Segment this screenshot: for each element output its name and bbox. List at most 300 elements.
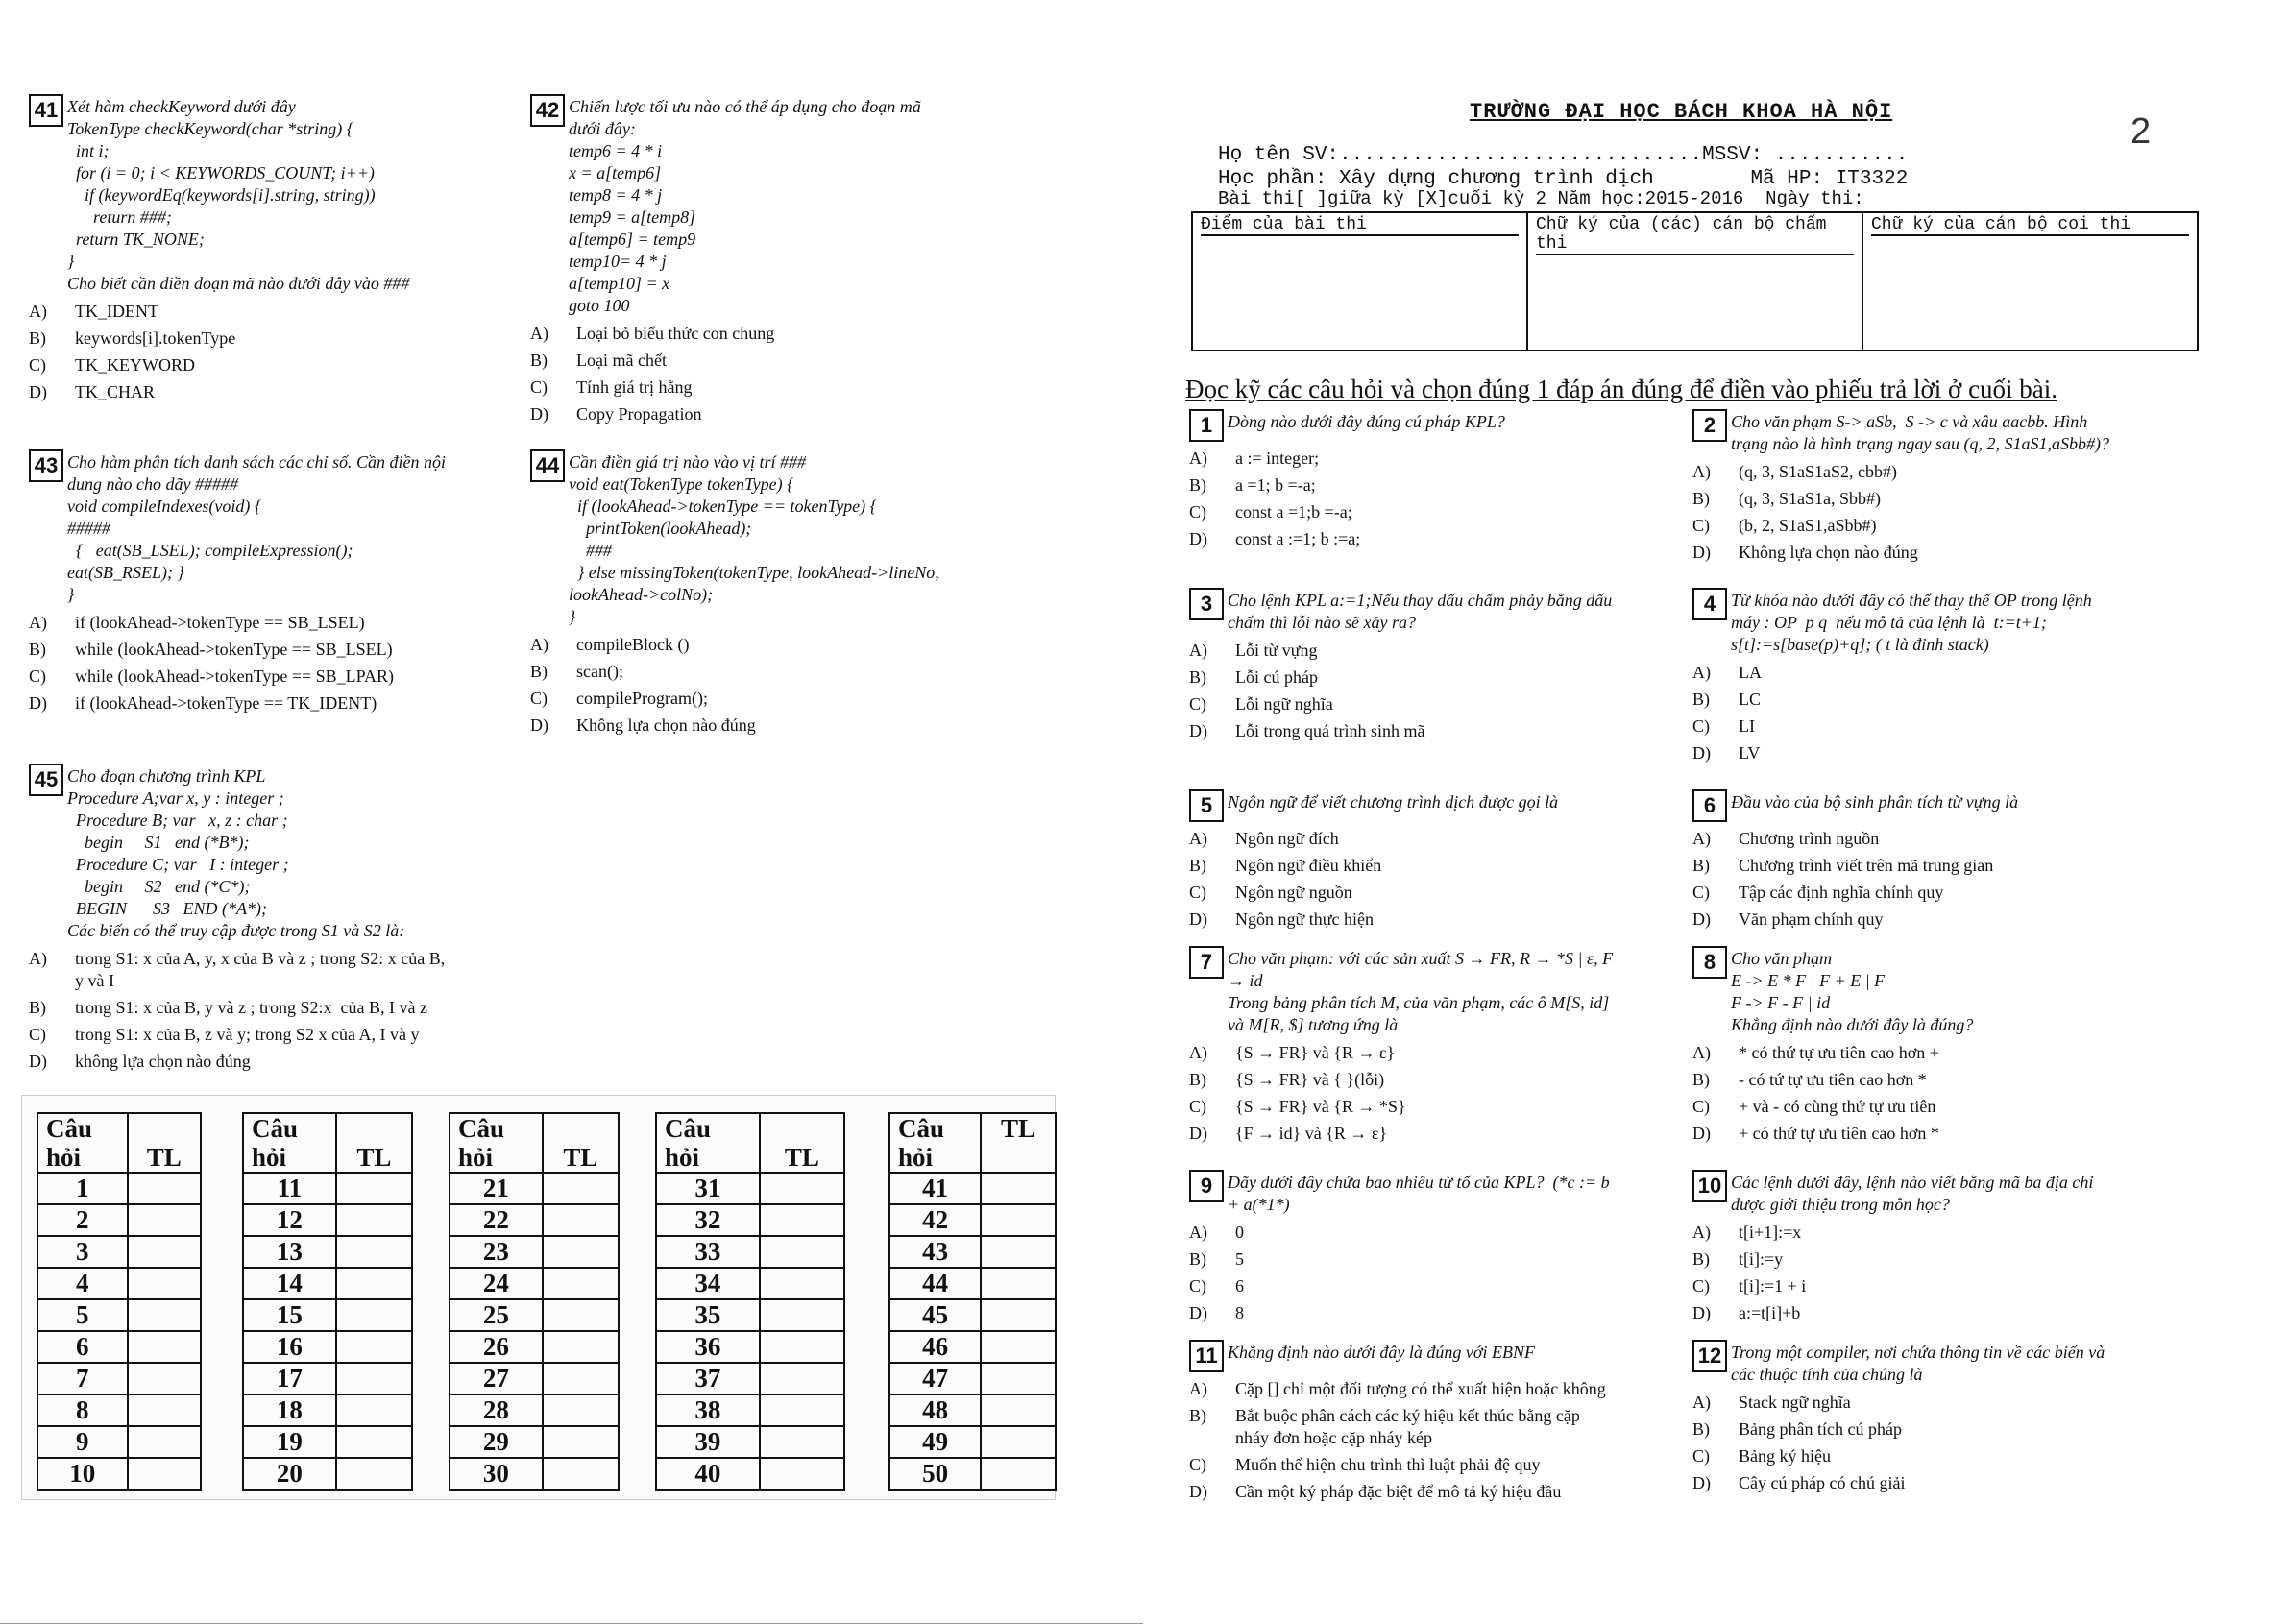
option-text: t[i+1]:=x: [1739, 1223, 1802, 1242]
answer-question-number: 50: [889, 1458, 981, 1490]
option-text: Lỗi ngữ nghĩa: [1235, 694, 1333, 714]
question-number: 10: [1692, 1170, 1727, 1202]
answer-cell[interactable]: [981, 1394, 1056, 1426]
answer-question-number: 16: [243, 1331, 336, 1363]
option-c: [1189, 1096, 1669, 1118]
answer-question-number: 2: [37, 1204, 128, 1236]
answer-row: [37, 1173, 201, 1204]
option-list: [1692, 662, 2192, 764]
question-header: [1692, 789, 2192, 822]
answer-row: [243, 1204, 412, 1236]
option-letter: A): [1692, 1393, 1711, 1412]
proctor-signature-cell: Chữ ký của cán bộ coi thi: [1863, 213, 2197, 350]
answer-cell[interactable]: [981, 1426, 1056, 1458]
answer-cell[interactable]: [981, 1173, 1056, 1204]
answer-cell[interactable]: [128, 1331, 202, 1363]
option-text: Ngôn ngữ nguồn: [1235, 883, 1352, 902]
option-letter: B): [530, 662, 548, 681]
answer-row: [889, 1363, 1056, 1394]
option-text: + có thứ tự ưu tiên cao hơn *: [1739, 1124, 1939, 1143]
question-10: [1692, 1170, 2192, 1324]
option-letter: A): [530, 324, 548, 343]
answer-cell[interactable]: [336, 1268, 412, 1299]
question-number: 41: [29, 94, 63, 127]
option-letter: C): [1692, 883, 1710, 902]
option-d: [29, 381, 528, 403]
question-stem: Khẳng định nào dưới đây là đúng với EBNF: [1228, 1343, 1536, 1362]
header-hoi: hỏi: [898, 1143, 934, 1172]
option-text: scan();: [576, 662, 623, 681]
option-letter: D): [1189, 529, 1207, 548]
answer-row: [656, 1363, 844, 1394]
question-header: [530, 449, 1010, 628]
answer-row: [243, 1331, 412, 1363]
answer-cell[interactable]: [128, 1363, 202, 1394]
answer-question-number: 1: [37, 1173, 128, 1204]
option-d: [530, 403, 1010, 425]
option-b: [29, 639, 509, 661]
question-column-header: [656, 1113, 760, 1173]
option-text: Tập các định nghĩa chính quy: [1739, 883, 1944, 902]
question-stem: Dãy dưới đây chứa bao nhiêu từ tố của KPL? (*c := b + a(*1*): [1228, 1173, 1610, 1214]
answer-row: [243, 1426, 412, 1458]
question-number: 44: [530, 449, 565, 482]
option-d: [1189, 528, 1669, 550]
answer-cell[interactable]: [128, 1204, 202, 1236]
answer-row: [450, 1458, 619, 1490]
answer-question-number: 27: [450, 1363, 543, 1394]
option-a: [1692, 828, 2192, 850]
answer-cell[interactable]: [128, 1236, 202, 1268]
option-list: [1189, 1222, 1669, 1324]
option-d: [530, 715, 1010, 737]
answer-cell[interactable]: [336, 1458, 412, 1490]
answer-cell[interactable]: [760, 1331, 844, 1363]
answer-cell[interactable]: [981, 1236, 1056, 1268]
option-letter: A): [1189, 1223, 1207, 1242]
option-letter: C): [530, 377, 548, 397]
student-info-line: Họ tên SV:..............................MSSV: ...........: [1218, 144, 1909, 166]
question-6: [1692, 789, 2192, 931]
option-letter: D): [1189, 909, 1207, 929]
answer-cell[interactable]: [981, 1299, 1056, 1331]
option-text: Bảng ký hiệu: [1739, 1446, 1831, 1466]
option-text: LI: [1739, 716, 1755, 736]
option-text: 6: [1235, 1276, 1244, 1296]
option-d: [1189, 909, 1669, 931]
option-list: [1189, 640, 1669, 742]
option-text: 0: [1235, 1223, 1244, 1242]
option-text: a =1; b =-a;: [1235, 475, 1316, 495]
answer-row: [656, 1299, 844, 1331]
answer-cell[interactable]: [128, 1299, 202, 1331]
option-d: [1692, 742, 2192, 764]
answer-cell[interactable]: [981, 1268, 1056, 1299]
option-b: [29, 327, 528, 350]
answer-question-number: 42: [889, 1204, 981, 1236]
option-letter: A): [1189, 1043, 1207, 1062]
option-text: const a :=1; b :=a;: [1235, 529, 1361, 548]
question-column-header: [243, 1113, 336, 1173]
question-number: 4: [1692, 588, 1727, 620]
answer-row: [889, 1458, 1056, 1490]
option-letter: A): [29, 302, 47, 321]
option-text: trong S1: x của A, y, x của B và z ; trong S2: x của B, y và I: [75, 949, 446, 990]
option-letter: C): [29, 1025, 46, 1044]
option-letter: B): [1692, 856, 1710, 875]
question-12: [1692, 1340, 2192, 1494]
question-stem: Từ khóa nào dưới đây có thể thay thế OP trong lệnh máy : OP p q nếu mô tả của lệnh là t:=t+1; s[t]:=s[base(p)+q]; ( t là đỉnh stack): [1731, 591, 2092, 654]
answer-cell[interactable]: [336, 1236, 412, 1268]
option-letter: C): [1692, 716, 1710, 736]
answer-question-number: 33: [656, 1236, 760, 1268]
question-stem: Dòng nào dưới đây đúng cú pháp KPL?: [1228, 412, 1505, 431]
option-c: [1692, 1096, 2192, 1118]
option-d: [1692, 1302, 2192, 1324]
option-letter: B): [1189, 856, 1206, 875]
answer-cell[interactable]: [543, 1236, 619, 1268]
option-text: t[i]:=1 + i: [1739, 1276, 1807, 1296]
question-header: [29, 449, 509, 606]
option-text: keywords[i].tokenType: [75, 328, 236, 348]
option-a: [1189, 828, 1669, 850]
option-c: [1692, 882, 2192, 904]
answer-row: [450, 1299, 619, 1331]
answer-row: [656, 1394, 844, 1426]
option-a: [1692, 1222, 2192, 1244]
answer-row: [889, 1173, 1056, 1204]
answer-cell[interactable]: [336, 1204, 412, 1236]
option-a: [29, 301, 528, 323]
question-number: 12: [1692, 1340, 1727, 1372]
option-text: Lỗi cú pháp: [1235, 667, 1318, 687]
option-list: [1692, 461, 2192, 564]
answer-cell[interactable]: [760, 1236, 844, 1268]
answer-table-header: [656, 1113, 844, 1173]
option-text: compileProgram();: [576, 689, 708, 708]
header-cau: Câu: [46, 1114, 93, 1143]
answer-question-number: 22: [450, 1204, 543, 1236]
option-b: [1692, 855, 2192, 877]
question-stem: Xét hàm checkKeyword dưới đây TokenType checkKeyword(char *string) { int i; for (i = 0; i < KEYWORDS_COUNT; i++) if (keywordEq(keywords[i].string, string)) return ###; return TK_NONE; } Cho biết cần điền đoạn mã nào dưới đây vào ###: [67, 97, 410, 293]
answer-cell[interactable]: [543, 1204, 619, 1236]
option-list: [1692, 1222, 2192, 1324]
answer-cell[interactable]: [336, 1331, 412, 1363]
option-b: [1189, 1069, 1669, 1091]
answer-cell[interactable]: [760, 1363, 844, 1394]
answer-cell[interactable]: [760, 1268, 844, 1299]
answer-row: [889, 1268, 1056, 1299]
option-d: [1692, 909, 2192, 931]
answer-table-header: [37, 1113, 201, 1173]
option-text: (q, 3, S1aS1aS2, cbb#): [1739, 462, 1897, 481]
option-letter: C): [1189, 502, 1206, 521]
option-letter: D): [1692, 543, 1711, 562]
question-header: [1189, 409, 1669, 442]
answer-question-number: 40: [656, 1458, 760, 1490]
answer-row: [656, 1204, 844, 1236]
answer-cell[interactable]: [128, 1458, 202, 1490]
answer-question-number: 32: [656, 1204, 760, 1236]
answer-question-number: 9: [37, 1426, 128, 1458]
option-text: Copy Propagation: [576, 404, 702, 424]
option-text: Stack ngữ nghĩa: [1739, 1393, 1851, 1412]
answer-question-number: 47: [889, 1363, 981, 1394]
option-text: 5: [1235, 1249, 1244, 1269]
question-header: [1692, 1340, 2192, 1386]
question-header: [1692, 946, 2192, 1036]
option-b: [1189, 474, 1669, 497]
answer-cell[interactable]: [336, 1173, 412, 1204]
answer-row: [656, 1268, 844, 1299]
option-list: [1189, 448, 1669, 550]
answer-cell[interactable]: [760, 1299, 844, 1331]
answer-question-number: 15: [243, 1299, 336, 1331]
answer-table-1: [37, 1112, 202, 1491]
question-7: [1189, 946, 1669, 1145]
answer-question-number: 49: [889, 1426, 981, 1458]
answer-row: [243, 1236, 412, 1268]
option-letter: D): [29, 693, 47, 713]
answer-cell[interactable]: [128, 1268, 202, 1299]
option-letter: D): [1189, 721, 1207, 740]
option-text: a:=t[i]+b: [1739, 1303, 1801, 1322]
answer-cell[interactable]: [128, 1394, 202, 1426]
question-number: 43: [29, 449, 63, 482]
answer-cell[interactable]: [543, 1299, 619, 1331]
question-41: [29, 94, 528, 403]
option-d: [1189, 1481, 1669, 1503]
answer-cell[interactable]: [128, 1426, 202, 1458]
answer-question-number: 46: [889, 1331, 981, 1363]
answer-row: [450, 1331, 619, 1363]
question-column-header: [450, 1113, 543, 1173]
option-letter: B): [1189, 1249, 1206, 1269]
question-9: [1189, 1170, 1669, 1324]
option-b: [1692, 689, 2192, 711]
answer-cell[interactable]: [760, 1173, 844, 1204]
option-b: [1692, 1248, 2192, 1271]
answer-question-number: 41: [889, 1173, 981, 1204]
answer-row: [889, 1394, 1056, 1426]
answer-question-number: 23: [450, 1236, 543, 1268]
option-a: [1189, 1042, 1669, 1064]
question-44: [530, 449, 1010, 737]
option-letter: B): [29, 328, 46, 348]
question-number: 3: [1189, 588, 1224, 620]
answer-table-5: [888, 1112, 1057, 1491]
option-b: [29, 997, 509, 1019]
option-c: [1692, 715, 2192, 738]
exam-info-line: Bài thi[ ]giữa kỳ [X]cuối kỳ 2 Năm học:2015-2016 Ngày thi:: [1218, 188, 1864, 209]
option-text: a := integer;: [1235, 448, 1320, 468]
option-b: [530, 661, 1010, 683]
answer-cell[interactable]: [336, 1426, 412, 1458]
option-text: Ngôn ngữ đích: [1235, 829, 1339, 848]
option-a: [29, 612, 509, 634]
answer-row: [243, 1363, 412, 1394]
question-stem: Cho văn phạm: với các sản xuất S → FR, R → *S | ε, F → id Trong bảng phân tích M, của văn phạm, các ô M[S, id] và M[R, $] tương ứng là: [1228, 949, 1614, 1034]
answer-cell[interactable]: [981, 1331, 1056, 1363]
answer-cell[interactable]: [336, 1394, 412, 1426]
answer-question-number: 26: [450, 1331, 543, 1363]
option-b: [530, 350, 1010, 372]
answer-row: [37, 1426, 201, 1458]
answer-cell[interactable]: [760, 1394, 844, 1426]
option-text: Ngôn ngữ thực hiện: [1235, 909, 1374, 929]
option-letter: C): [1692, 516, 1710, 535]
answer-cell[interactable]: [336, 1363, 412, 1394]
option-a: [29, 948, 509, 992]
option-letter: D): [1189, 1303, 1207, 1322]
page-number: 2: [2130, 111, 2152, 152]
answer-question-number: 38: [656, 1394, 760, 1426]
answer-table-4: [655, 1112, 845, 1491]
answer-cell[interactable]: [336, 1299, 412, 1331]
answer-cell[interactable]: [543, 1173, 619, 1204]
option-letter: C): [1189, 883, 1206, 902]
answer-cell[interactable]: [981, 1204, 1056, 1236]
answer-question-number: 13: [243, 1236, 336, 1268]
option-c: [29, 354, 528, 376]
question-stem: Cho văn phạm S-> aSb, S -> c và xâu aacbb. Hình trạng nào là hình trạng ngay sau (q, 2, S1aS1,aSbb#)?: [1731, 412, 2109, 453]
option-text: TK_CHAR: [75, 382, 156, 401]
option-text: while (lookAhead->tokenType == SB_LPAR): [75, 667, 394, 686]
question-4: [1692, 588, 2192, 764]
option-c: [530, 376, 1010, 399]
option-a: [1692, 662, 2192, 684]
answer-row: [450, 1268, 619, 1299]
option-text: while (lookAhead->tokenType == SB_LSEL): [75, 640, 393, 659]
option-a: [1189, 1378, 1669, 1400]
option-c: [29, 1024, 509, 1046]
question-number: 11: [1189, 1340, 1224, 1372]
option-c: [1189, 501, 1669, 523]
answer-cell[interactable]: [543, 1458, 619, 1490]
answer-row: [37, 1268, 201, 1299]
answer-question-number: 11: [243, 1173, 336, 1204]
option-letter: C): [1692, 1276, 1710, 1296]
answer-question-number: 5: [37, 1299, 128, 1331]
option-text: Cần một ký pháp đặc biệt để mô tả ký hiệu đầu: [1235, 1482, 1562, 1501]
header-cau: Câu: [665, 1114, 712, 1143]
option-letter: C): [29, 667, 46, 686]
answer-cell[interactable]: [543, 1331, 619, 1363]
option-text: Lỗi từ vựng: [1235, 641, 1318, 660]
question-stem: Cho đoạn chương trình KPL Procedure A;var x, y : integer ; Procedure B; var x, z : char ; begin S1 end (*B*); Procedure C; var I : integer ; begin S2 end (*C*); BEGIN S3 END (*A*); Các biến có thể truy cập được trong S1 và S2 là:: [67, 766, 405, 940]
option-letter: B): [29, 998, 46, 1017]
option-text: {S → FR} và {R → *S}: [1235, 1097, 1406, 1116]
answer-row: [450, 1236, 619, 1268]
question-number: 45: [29, 764, 63, 796]
answer-row: [889, 1204, 1056, 1236]
option-letter: A): [1692, 663, 1711, 682]
option-text: 8: [1235, 1303, 1244, 1322]
option-c: [1189, 1275, 1669, 1297]
option-text: + và - có cùng thứ tự ưu tiên: [1739, 1097, 1936, 1116]
option-d: [1189, 1123, 1669, 1145]
header-hoi: hỏi: [458, 1143, 494, 1172]
option-c: [1189, 1454, 1669, 1476]
answer-question-number: 34: [656, 1268, 760, 1299]
answer-row: [37, 1458, 201, 1490]
answer-row: [450, 1173, 619, 1204]
option-c: [1692, 515, 2192, 537]
answer-cell[interactable]: [543, 1268, 619, 1299]
option-a: [1692, 1392, 2192, 1414]
answer-row: [37, 1204, 201, 1236]
answer-question-number: 17: [243, 1363, 336, 1394]
question-stem: Cần điền giá trị nào vào vị trí ### void eat(TokenType tokenType) { if (lookAhead->tokenType == tokenType) { printToken(lookAhead); ### } else missingToken(tokenType, lookAhead->lineNo, lookAhead->colNo); }: [569, 452, 939, 626]
option-text: - có tứ tự ưu tiên cao hơn *: [1739, 1070, 1927, 1089]
option-letter: B): [1189, 1070, 1206, 1089]
answer-row: [450, 1426, 619, 1458]
answer-cell[interactable]: [128, 1173, 202, 1204]
option-text: LV: [1739, 743, 1761, 763]
answer-cell[interactable]: [981, 1458, 1056, 1490]
answer-cell[interactable]: [981, 1363, 1056, 1394]
answer-row: [656, 1236, 844, 1268]
answer-column-header: TL: [760, 1113, 844, 1173]
option-text: Bảng phân tích cú pháp: [1739, 1419, 1902, 1439]
option-letter: D): [29, 1052, 47, 1071]
answer-cell[interactable]: [543, 1426, 619, 1458]
option-d: [29, 1051, 509, 1073]
answer-row: [889, 1236, 1056, 1268]
answer-cell[interactable]: [760, 1458, 844, 1490]
answer-cell[interactable]: [543, 1363, 619, 1394]
option-text: Ngôn ngữ điều khiển: [1235, 856, 1382, 875]
option-letter: C): [1692, 1446, 1710, 1466]
answer-table-header: [243, 1113, 412, 1173]
option-b: [1189, 1405, 1669, 1449]
option-c: [1189, 882, 1669, 904]
option-list: [29, 301, 528, 403]
answer-question-number: 18: [243, 1394, 336, 1426]
option-letter: D): [1692, 1124, 1711, 1143]
question-42: [530, 94, 1010, 425]
option-a: [1692, 1042, 2192, 1064]
option-letter: A): [1189, 1379, 1207, 1398]
answer-row: [37, 1299, 201, 1331]
option-text: t[i]:=y: [1739, 1249, 1784, 1269]
answer-question-number: 29: [450, 1426, 543, 1458]
instructions: Đọc kỹ các câu hỏi và chọn đúng 1 đáp án đúng để điền vào phiếu trả lời ở cuối bài.: [1185, 375, 2058, 403]
answer-cell[interactable]: [760, 1426, 844, 1458]
answer-cell[interactable]: [543, 1394, 619, 1426]
option-text: Không lựa chọn nào đúng: [576, 715, 756, 735]
answer-cell[interactable]: [760, 1204, 844, 1236]
option-letter: D): [1189, 1124, 1207, 1143]
answer-row: [450, 1394, 619, 1426]
answer-question-number: 24: [450, 1268, 543, 1299]
option-letter: B): [1692, 1249, 1710, 1269]
option-letter: B): [1692, 1070, 1710, 1089]
option-b: [1189, 855, 1669, 877]
question-1: [1189, 409, 1669, 550]
option-text: Bắt buộc phân cách các ký hiệu kết thúc bằng cặp nháy đơn hoặc cặp nháy kép: [1235, 1406, 1580, 1447]
answer-question-number: 21: [450, 1173, 543, 1204]
header-hoi: hỏi: [252, 1143, 287, 1172]
question-header: [29, 94, 528, 295]
option-text: const a =1;b =-a;: [1235, 502, 1352, 521]
option-letter: D): [1692, 743, 1711, 763]
question-number: 2: [1692, 409, 1727, 442]
question-number: 9: [1189, 1170, 1224, 1202]
option-list: [1692, 828, 2192, 931]
header-cau: Câu: [898, 1114, 945, 1143]
option-letter: D): [29, 382, 47, 401]
